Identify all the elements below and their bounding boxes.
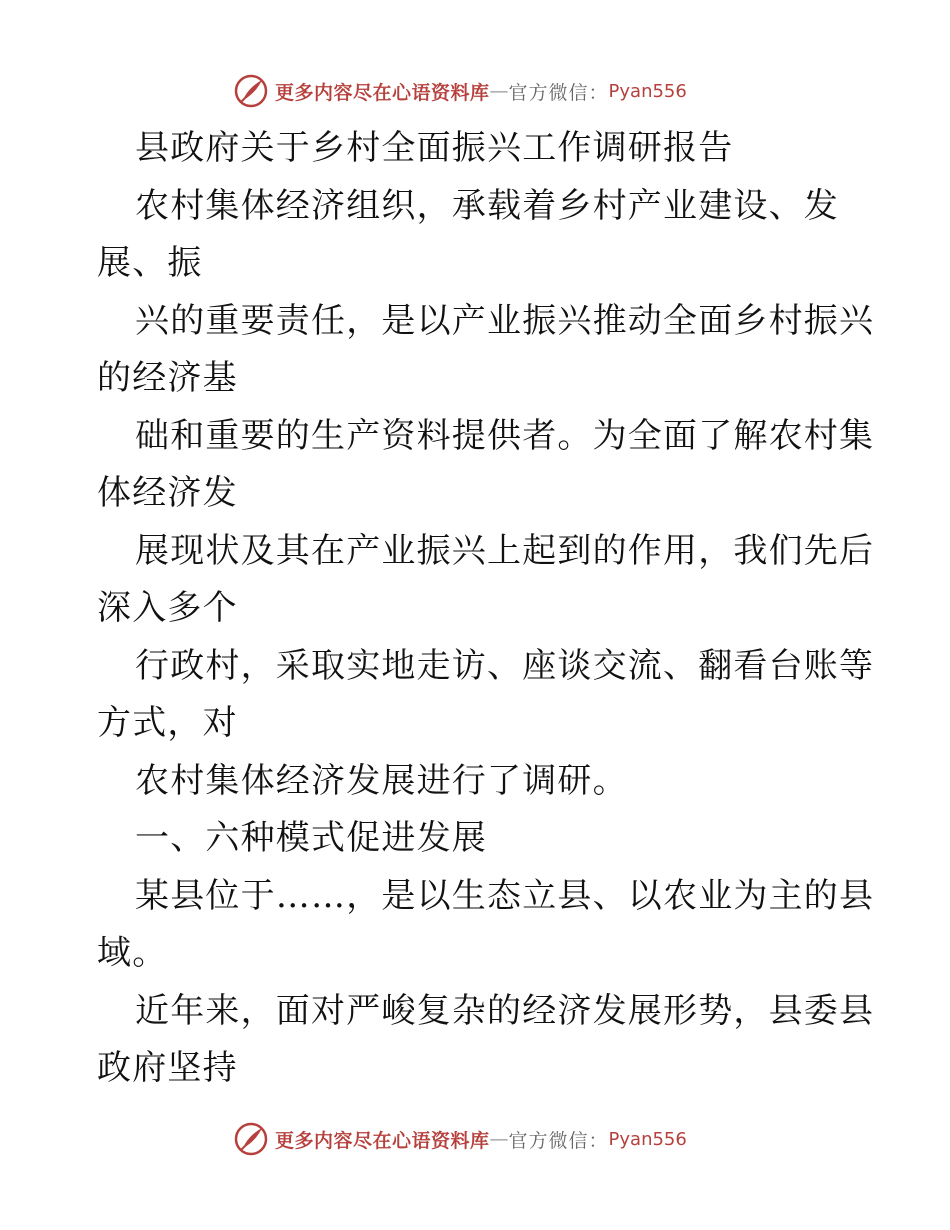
watermark-label: 官方微信： bbox=[508, 81, 609, 104]
text-line: 行政村，采取实地走访、座谈交流、翻看台账等 bbox=[135, 645, 875, 686]
text-line: 深入多个 bbox=[97, 588, 238, 628]
watermark-dash: — bbox=[489, 1128, 509, 1150]
text-line: 方式，对 bbox=[97, 703, 238, 743]
text-line: 展、振 bbox=[97, 243, 203, 283]
watermark-dash: — bbox=[489, 80, 509, 102]
watermark-wechat-id: Pyan556 bbox=[608, 80, 687, 102]
text-line: 体经济发 bbox=[97, 473, 238, 513]
watermark-label: 官方微信： bbox=[508, 1129, 609, 1152]
document-title: 县政府关于乡村全面振兴工作调研报告 bbox=[135, 128, 734, 168]
header-watermark bbox=[233, 71, 753, 111]
text-line: 农村集体经济发展进行了调研。 bbox=[135, 760, 628, 801]
text-line: 一、六种模式促进发展 bbox=[135, 818, 487, 858]
watermark-brand: 更多内容尽在心语资料库 bbox=[275, 81, 490, 104]
text-line: 兴的重要责任，是以产业振兴推动全面乡村振兴 bbox=[135, 300, 875, 341]
text-line: 近年来，面对严峻复杂的经济发展形势，县委县 bbox=[135, 990, 875, 1031]
feather-pen-logo-icon bbox=[233, 73, 269, 109]
text-line: 农村集体经济组织，承载着乡村产业建设、发 bbox=[135, 185, 839, 226]
text-line: 的经济基 bbox=[97, 358, 238, 398]
text-line: 域。 bbox=[97, 933, 168, 973]
document-body bbox=[97, 120, 875, 1098]
feather-pen-logo-icon bbox=[233, 1121, 269, 1157]
text-line: 础和重要的生产资料提供者。为全面了解农村集 bbox=[135, 415, 875, 456]
text-line: 展现状及其在产业振兴上起到的作用，我们先后 bbox=[135, 530, 875, 571]
text-line: 某县位于……，是以生态立县、以农业为主的县 bbox=[135, 875, 875, 916]
watermark-brand: 更多内容尽在心语资料库 bbox=[275, 1129, 490, 1152]
footer-watermark bbox=[233, 1119, 753, 1159]
watermark-wechat-id: Pyan556 bbox=[608, 1128, 687, 1150]
text-line: 政府坚持 bbox=[97, 1048, 238, 1088]
